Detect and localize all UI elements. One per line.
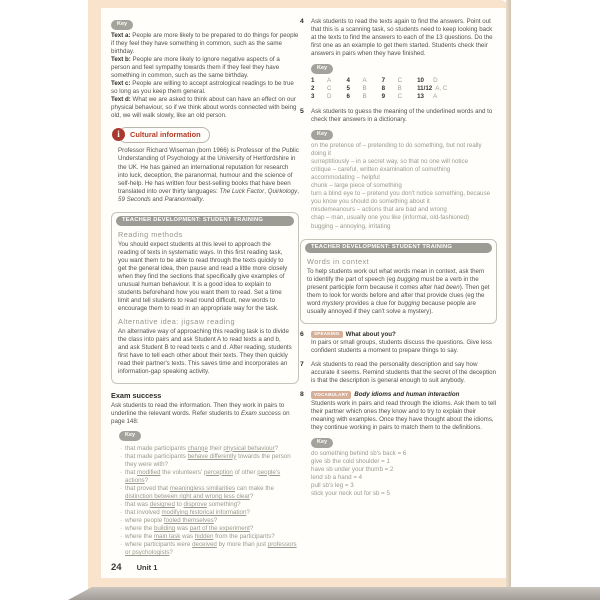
book-bottom-edge xyxy=(68,587,600,600)
answer-cell xyxy=(417,85,447,93)
answer-letter: A xyxy=(327,76,332,84)
answer-cell xyxy=(417,93,447,101)
step-4 xyxy=(300,18,497,58)
key-section-texts xyxy=(111,20,299,120)
key-badge: Key xyxy=(311,64,333,74)
step-8-text: Students work in pairs and read through the idioms. Ask them to tell their partner which ones they know and to try to explain their meaning with examples. Once they have thought about the idioms, they continue working in pairs to match them to the definitions. xyxy=(311,399,497,431)
page-edge-shadow xyxy=(506,0,511,589)
answer-grid xyxy=(311,77,497,101)
step-8 xyxy=(300,391,497,431)
answer-letter: B xyxy=(362,93,367,101)
answer-letter: C xyxy=(397,76,403,84)
key-text-item: Text b: People are more likely to ignore negative aspects of a person and feel sympathy towards them if they feel they have something in common, such as the same birthday. xyxy=(111,55,280,79)
key-text-lead: Text c: xyxy=(111,80,131,88)
answer-letter: A xyxy=(433,93,438,101)
answer-number: 6 xyxy=(346,93,350,101)
definition-line: chap – man, usually one you like (informal, old-fashioned) xyxy=(311,214,470,222)
exam-key-bullet: · that proved that meaningless similarities can make the distinction between right and wrong less clear? xyxy=(119,485,299,501)
answer-cell xyxy=(311,93,331,101)
definition-line: on the pretence of – pretending to do something, but not really doing it xyxy=(311,141,482,157)
alternative-idea-body: An alternative way of approaching this reading task is to divide the class into pairs and ask Student A to read texts a and b, and ask Student B to read texts c and d. After reading, students first have to tell each other about their texts. They then quickly read their partner's texts. This saves time and incorporates an information-gap speaking activity. xyxy=(118,327,292,376)
key-text-lead: Text b: xyxy=(111,55,131,63)
definition-line: misdemeanours – actions that are bad and wrong xyxy=(311,206,447,214)
reading-methods-body: You should expect students at this level to approach the reading of texts in systematic ways. In this first reading task, you want them to be able to read through the texts quickly to get the general idea, then pause and read a little more closely when they find the sections that specifically give examples of unusual human behaviour. It is a good idea to explain to students beforehand how you want them to read. Set a time limit and tell students to read round difficult, new words to encourage them to read in an appropriate way for the task. xyxy=(118,240,288,313)
step-8-heading xyxy=(311,391,497,399)
step-6-body xyxy=(311,331,497,355)
left-column xyxy=(111,20,299,557)
answer-letter: D xyxy=(327,93,332,101)
key-block-idioms xyxy=(311,438,497,498)
answer-number: 9 xyxy=(381,93,386,101)
exam-key-bullet: · where people fooled themselves? xyxy=(119,517,299,525)
right-column xyxy=(300,18,497,505)
key-badge: Key xyxy=(311,438,333,448)
answer-number: 13 xyxy=(417,93,424,101)
exam-key-block xyxy=(119,431,299,558)
answer-column-4 xyxy=(417,77,447,101)
key-text-lead: Text d: xyxy=(111,96,131,104)
idiom-answer-line: give sb the cold shoulder = 1 xyxy=(311,457,390,465)
answer-cell xyxy=(311,85,331,93)
answer-number: 10 xyxy=(417,76,424,84)
cultural-information-body: Professor Richard Wiseman (born 1966) is Professor of the Public Understanding of Psychology at the University of Hertfordshire in the UK. He has gained an international reputation for research into luck, deception, the paranormal, humour and the science of self-help. He has written four best-selling books that have been translated into over thirty languages: The Luck Factor, Quirkology, 59 Seconds and Paranormality. xyxy=(118,147,299,203)
step-6 xyxy=(300,331,497,355)
answer-column-1 xyxy=(311,77,331,101)
answer-cell xyxy=(382,77,402,85)
cultural-information-box xyxy=(111,127,299,204)
exam-key-bullets xyxy=(119,445,299,558)
key-badge: Key xyxy=(119,431,141,441)
key-badge: Key xyxy=(111,20,133,30)
step-5-text: Ask students to guess the meaning of the underlined words and to check their answers in a dictionary. xyxy=(311,108,493,124)
answer-cell xyxy=(346,85,366,93)
answer-cell xyxy=(346,93,366,101)
answer-letter: D xyxy=(433,76,438,84)
exam-key-bullet: · that modified the volunteers' perception of other people's actions? xyxy=(119,469,299,485)
step-7 xyxy=(300,361,497,385)
step-7-text: Ask students to read the personality description and say how accurate it seems. Remind students that the secret of the deception is that the description is general enough to suit anybody. xyxy=(311,361,497,385)
definition-line: critique – careful, written examination of something xyxy=(311,166,451,174)
answer-letter: B xyxy=(362,85,367,93)
teacher-development-header: TEACHER DEVELOPMENT: STUDENT TRAINING xyxy=(305,243,492,254)
definition-line: surreptitiously – in a secret way, so that no one will notice xyxy=(311,158,469,166)
answer-cell xyxy=(346,77,366,85)
book-page xyxy=(88,0,508,590)
words-in-context-heading: Words in context xyxy=(307,257,370,267)
page-footer xyxy=(111,557,157,575)
alternative-idea-heading: Alternative idea: jigsaw reading xyxy=(118,317,235,327)
idiom-answer-line: do something behind sb's back = 6 xyxy=(311,449,407,457)
step-8-title: Body idioms and human interaction xyxy=(354,391,460,399)
step-4-text: Ask students to read the texts again to find the answers. Point out that this is a scanning task, so students need to keep looking back at the texts to find the answers to each of the 13 questions. Do the first one as an example to get them started. Students check their answers in pairs when they have finished. xyxy=(311,18,493,58)
vocabulary-tag: VOCABULARY xyxy=(311,391,351,398)
definition-line: chunk – large piece of something xyxy=(311,182,402,190)
reading-methods-heading: Reading methods xyxy=(118,230,183,240)
idiom-answer-line: stick your neck out for sb = 5 xyxy=(311,489,390,497)
key-badge: Key xyxy=(311,130,333,140)
definition-list xyxy=(311,142,497,231)
definition-line: turn a blind eye to – pretend you don't notice something, because you know you should do something about it xyxy=(311,190,491,206)
exam-key-bullet: · that made participants change their physical behaviour? xyxy=(119,445,299,453)
step-number: 5 xyxy=(300,108,304,116)
key-text-item: Text c: People are willing to accept astrological readings to be true so long as you keep them general. xyxy=(111,80,294,96)
cultural-information-title: Cultural information xyxy=(130,130,201,140)
answer-number: 8 xyxy=(381,85,386,93)
step-number: 7 xyxy=(300,361,304,369)
answer-letter: A xyxy=(362,76,367,84)
answer-number: 1 xyxy=(311,76,315,84)
idiom-answer-line: lend sb a hand = 4 xyxy=(311,473,363,481)
speaking-tag: SPEAKING xyxy=(311,331,343,338)
step-6-heading xyxy=(311,331,497,339)
answer-letter: C xyxy=(327,85,332,93)
exam-success-title: Exam success xyxy=(111,391,162,401)
step-5 xyxy=(300,108,497,124)
exam-success-body: Ask students to read the information. Then they work in pairs to underline the relevant words. Refer students to Exam success on page 148: xyxy=(111,401,290,425)
answer-number: 5 xyxy=(346,85,350,93)
exam-key-bullet: · where the building was part of the experiment? xyxy=(119,525,299,533)
key-block-answers xyxy=(311,64,497,101)
exam-key-bullet: · where participants were deceived by more than just professors or psychologists? xyxy=(119,541,299,557)
exam-success-section xyxy=(111,391,299,557)
exam-key-bullet: · that was designed to disprove something? xyxy=(119,501,299,509)
answer-column-2 xyxy=(346,77,366,101)
step-number: 8 xyxy=(300,391,304,399)
step-6-text: In pairs or small groups, students discuss the questions. Give less confident students a moment to prepare things to say. xyxy=(311,339,492,355)
answer-cell xyxy=(417,77,447,85)
step-number: 6 xyxy=(300,330,304,338)
exam-key-bullet: · that involved modifying historical information? xyxy=(119,509,299,517)
cultural-information-banner xyxy=(118,127,210,143)
answer-number: 3 xyxy=(311,93,315,101)
key-text-item: Text a: People are more likely to be prepared to do things for people if they feel they have something in common, such as the same birthday. xyxy=(111,31,299,55)
page-content xyxy=(101,8,506,578)
key-texts-list xyxy=(111,32,299,121)
words-in-context-body: To help students work out what words mean in context, ask them to identify the part of speech (eg bugging must be a verb in the present participle form because it comes after had been). Then get them to look for words before and after that provide clues (eg the word mystery provides a clue for bugging because people are usually annoyed if they can't solve a mystery). xyxy=(307,267,490,315)
info-icon: i xyxy=(112,128,125,141)
answer-cell xyxy=(311,77,331,85)
teacher-development-header: TEACHER DEVELOPMENT: STUDENT TRAINING xyxy=(116,216,294,227)
teacher-development-box-words xyxy=(300,239,497,324)
page-number: 24 xyxy=(111,562,122,573)
exam-key-bullet: · where the main task was hidden from the participants? xyxy=(119,533,299,541)
key-block-definitions xyxy=(311,130,497,230)
key-text-lead: Text a: xyxy=(111,31,131,39)
answer-number: 2 xyxy=(311,85,315,93)
step-number: 4 xyxy=(300,18,304,25)
answer-letter: A, C xyxy=(435,85,448,93)
answer-number: 7 xyxy=(381,76,386,84)
answer-cell xyxy=(382,93,402,101)
answer-column-3 xyxy=(382,77,402,101)
key-text-item: Text d: What we are asked to think about can have an effect on our physical behaviour, so if we think about words connected with being old, we will walk slowly, like an old person. xyxy=(111,96,297,120)
idiom-answer-line: have sb under your thumb = 2 xyxy=(311,465,394,473)
idiom-answer-line: pull sb's leg = 3 xyxy=(311,481,354,489)
definition-line: accommodating – helpful xyxy=(311,174,380,182)
step-8-body xyxy=(311,391,497,431)
answer-number: 11/12 xyxy=(417,85,433,93)
step-6-title: What about you? xyxy=(345,331,396,339)
answer-letter: B xyxy=(397,85,402,93)
idiom-answer-list xyxy=(311,450,497,498)
answer-cell xyxy=(382,85,402,93)
answer-number: 4 xyxy=(346,76,350,84)
definition-line: bugging – annoying, irritating xyxy=(311,222,391,230)
unit-label: Unit 1 xyxy=(136,563,158,572)
teacher-development-box-reading xyxy=(111,212,299,384)
exam-key-bullet: · that made participants behave differently towards the person they were with? xyxy=(119,453,299,469)
answer-letter: C xyxy=(397,93,403,101)
